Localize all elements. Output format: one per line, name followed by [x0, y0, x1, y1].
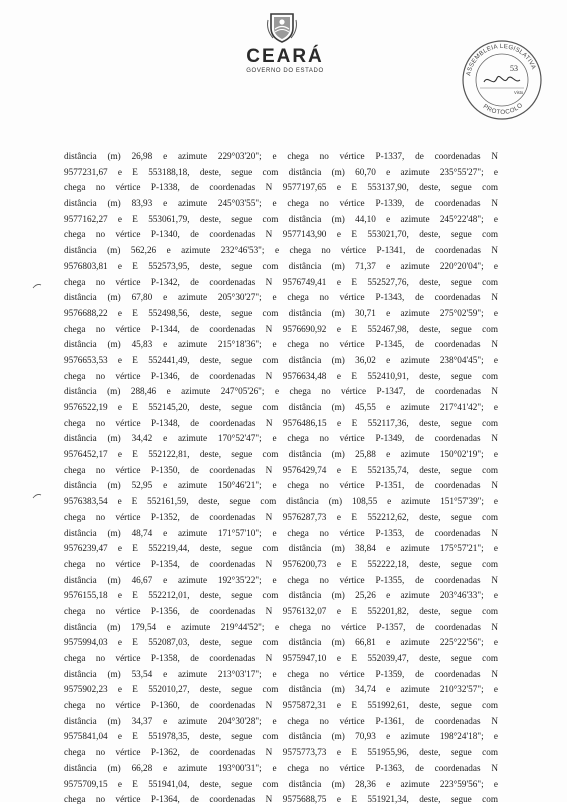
text-line: chega no vértice P-1342, de coordenadas N 9576749,41 e E 552527,76, deste, segue com [64, 276, 498, 287]
signature-mark [484, 76, 520, 82]
text-line: distância (m) 83,93 e azimute 245°03'55"; e chega no vértice P-1339, de coordenadas N [64, 198, 498, 209]
text-line: chega no vértice P-1348, de coordenadas N 9576486,15 e E 552117,36, deste, segue com [64, 417, 498, 428]
text-line: chega no vértice P-1352, de coordenadas N 9576287,73 e E 552212,62, deste, segue com [64, 511, 498, 522]
state-emblem-icon [265, 10, 299, 44]
text-line: distância (m) 46,67 e azimute 192°35'22"; e chega no vértice P-1355, de coordenadas N [64, 574, 498, 585]
text-line: distância (m) 45,83 e azimute 215°18'36"; e chega no vértice P-1345, de coordenadas N [64, 339, 498, 350]
svg-text:PROTOCOLO [482, 102, 525, 116]
stamp-page-number: 53 [510, 64, 518, 73]
text-line: 9575841,04 e E 551978,35, deste, segue com distância (m) 70,93 e azimute 198°24'18"; e [64, 731, 498, 742]
text-line: chega no vértice P-1362, de coordenadas N 9575773,73 e E 551955,96, deste, segue com [64, 747, 498, 758]
protocol-stamp [460, 38, 544, 122]
text-line: chega no vértice P-1340, de coordenadas N 9577143,90 e E 553021,70, deste, segue com [64, 229, 498, 240]
text-line: 9575994,03 e E 552087,03, deste, segue com distância (m) 66,81 e azimute 225°22'56"; e [64, 637, 498, 648]
text-line: 9577162,27 e E 553061,79, deste, segue com distância (m) 44,10 e azimute 245°22'48"; e [64, 213, 498, 224]
stamp-ring-bottom: PROTOCOLO [481, 101, 525, 117]
text-line: distância (m) 562,26 e azimute 232°46'53"; e chega no vértice P-1341, de coordenadas N [64, 245, 498, 256]
text-line: chega no vértice P-1364, de coordenadas N 9575688,75 e E 551921,34, deste, segue com [64, 794, 498, 805]
state-name: CEARÁ [246, 46, 324, 67]
text-line: distância (m) 53,54 e azimute 213°03'17"; e chega no vértice P-1359, de coordenadas N [64, 668, 498, 679]
text-line: chega no vértice P-1346, de coordenadas N 9576634,48 e E 552410,91, deste, segue com [64, 370, 498, 381]
text-line: 9577231,67 e E 553188,18, deste, segue com distância (m) 60,70 e azimute 235°55'27"; e [64, 166, 498, 177]
text-line: 9575709,15 e E 551941,04, deste, segue com distância (m) 28,36 e azimute 223°59'56"; e [64, 778, 498, 789]
text-line: 9576155,18 e E 552212,01, deste, segue com distância (m) 25,26 e azimute 203°46'33"; e [64, 590, 498, 601]
margin-tick-mark [32, 283, 42, 289]
text-line: distância (m) 48,74 e azimute 171°57'10"; e chega no vértice P-1353, de coordenadas N [64, 527, 498, 538]
text-line: chega no vértice P-1354, de coordenadas N 9576200,73 e E 552222,18, deste, segue com [64, 558, 498, 569]
text-line: 9576688,22 e E 552498,56, deste, segue com distância (m) 30,71 e azimute 275°02'59"; e [64, 307, 498, 318]
government-logo [230, 47, 340, 75]
margin-tick-mark [32, 493, 42, 499]
text-line: distância (m) 52,95 e azimute 150°46'21"; e chega no vértice P-1351, de coordenadas N [64, 480, 498, 491]
text-line: distância (m) 67,80 e azimute 205°30'27"; e chega no vértice P-1343, de coordenadas N [64, 292, 498, 303]
text-line: distância (m) 179,54 e azimute 219°44'52"; e chega no vértice P-1357, de coordenadas N [64, 621, 498, 632]
text-line: 9576803,81 e E 552573,95, deste, segue com distância (m) 71,37 e azimute 220°20'04"; e [64, 260, 498, 271]
text-line: 9576522,19 e E 552145,20, deste, segue com distância (m) 45,55 e azimute 217°41'42"; e [64, 402, 498, 412]
stamp-ring-top: ASSEMBLEIA LEGISLATIVA [465, 42, 538, 77]
text-line: distância (m) 288,46 e azimute 247°05'26"; e chega no vértice P-1347, de coordenadas N [64, 386, 498, 397]
text-line: chega no vértice P-1350, de coordenadas N 9576429,74 e E 552135,74, deste, segue com [64, 464, 498, 475]
text-line: 9576653,53 e E 552441,49, deste, segue com distância (m) 36,02 e azimute 238°04'45"; e [64, 354, 498, 365]
text-line: chega no vértice P-1344, de coordenadas N 9576690,92 e E 552467,98, deste, segue com [64, 323, 498, 334]
document-body [64, 149, 498, 808]
text-line: 9576452,17 e E 552122,81, deste, segue com distância (m) 25,88 e azimute 150°02'19"; e [64, 449, 498, 460]
text-line: chega no vértice P-1358, de coordenadas N 9575947,10 e E 552039,47, deste, segue com [64, 653, 498, 663]
text-line: 9576239,47 e E 552219,44, deste, segue com distância (m) 38,84 e azimute 175°57'21"; e [64, 543, 498, 554]
text-line: distância (m) 34,37 e azimute 204°30'28"; e chega no vértice P-1361, de coordenadas N [64, 715, 498, 726]
text-line: 9576383,54 e E 552161,59, deste, segue com distância (m) 108,55 e azimute 151°57'39"; e [64, 496, 498, 507]
text-line: chega no vértice P-1360, de coordenadas N 9575872,31 e E 551992,61, deste, segue com [64, 700, 498, 711]
text-line: distância (m) 26,98 e azimute 229°03'20"; e chega no vértice P-1337, de coordenadas N [64, 151, 498, 161]
text-line: distância (m) 66,28 e azimute 193°00'31"; e chega no vértice P-1363, de coordenadas N [64, 762, 498, 773]
text-line: chega no vértice P-1338, de coordenadas N 9577197,65 e E 553137,90, deste, segue com [64, 182, 498, 193]
text-line: 9575902,23 e E 552010,27, deste, segue com distância (m) 34,74 e azimute 210°32'57"; e [64, 684, 498, 695]
government-label: GOVERNO DO ESTADO [246, 68, 324, 74]
text-line: chega no vértice P-1356, de coordenadas N 9576132,07 e E 552201,82, deste, segue com [64, 605, 498, 616]
stamp-note: Visto [514, 90, 524, 95]
text-line: distância (m) 34,42 e azimute 170°52'47"; e chega no vértice P-1349, de coordenadas N [64, 433, 498, 444]
